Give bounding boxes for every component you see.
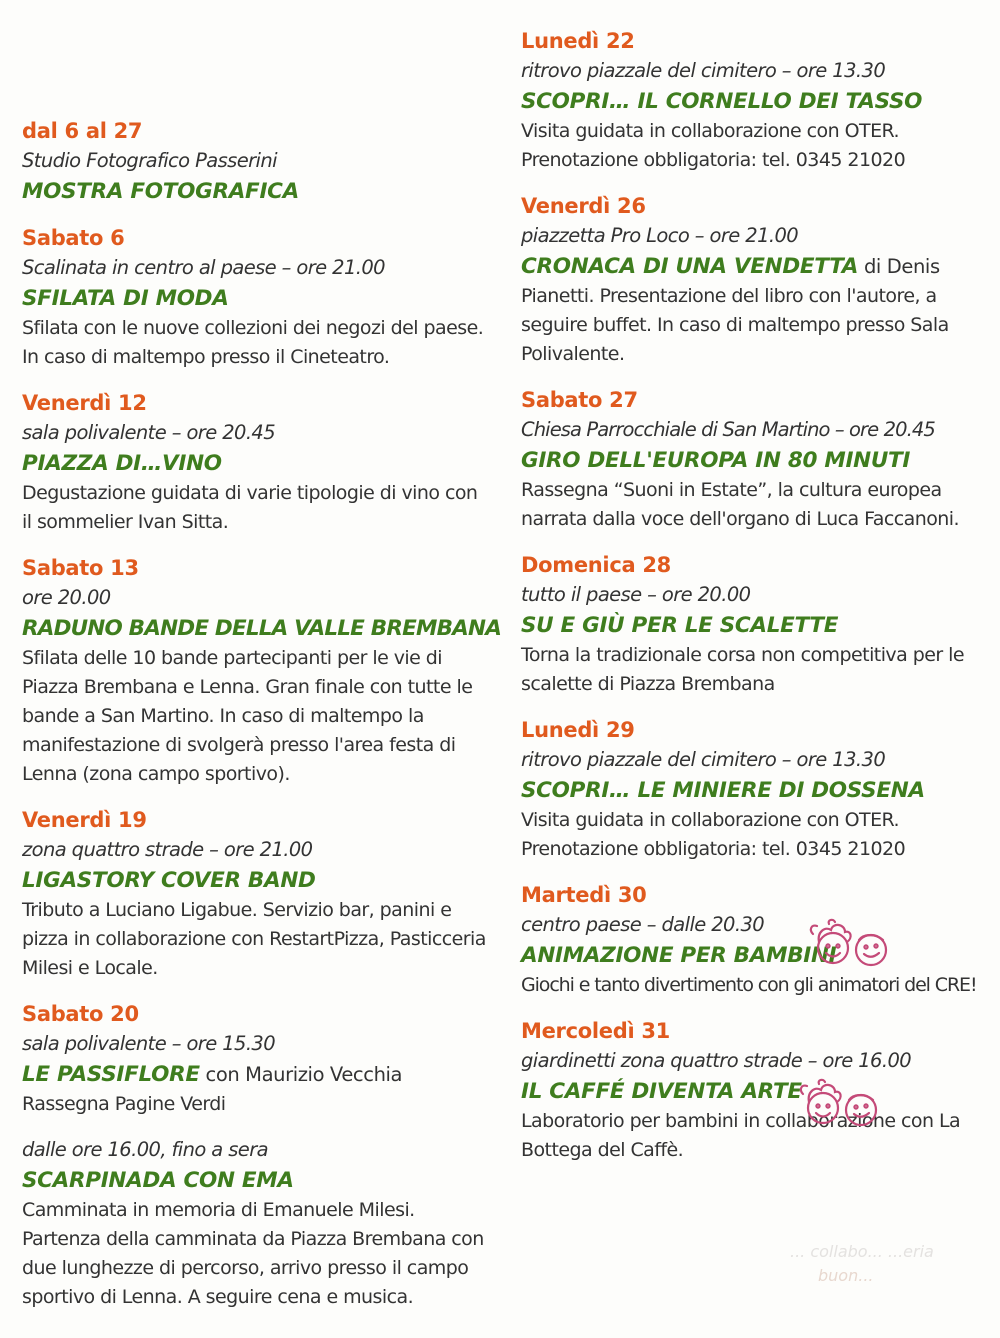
event-title-text: ANIMAZIONE PER BAMBINI <box>521 943 837 968</box>
event-description: Rassegna “Suoni in Estate”, la cultura europea narrata dalla voce dell'organo di Luca Faccanoni. <box>521 479 960 530</box>
left-column <box>22 116 502 1328</box>
event-place: sala polivalente – ore 15.30 <box>22 1032 276 1055</box>
event-title <box>521 86 983 117</box>
event-title-text: SCARPINADA CON EMA <box>22 1168 294 1193</box>
event-title <box>521 1076 983 1107</box>
event-title-text: SU E GIÙ PER LE SCALETTE <box>521 613 839 638</box>
event-place: centro paese – dalle 20.30 <box>521 913 765 936</box>
event-date: Martedì 30 <box>521 883 647 907</box>
event-description: Laboratorio per bambini in collaborazione con La Bottega del Caffè. <box>521 1110 961 1161</box>
event-scarpinada <box>22 1135 492 1312</box>
event-title-text: IL CAFFÉ DIVENTA ARTE <box>521 1079 802 1104</box>
event-mostra-fotografica <box>22 116 492 207</box>
event-title-text: LIGASTORY COVER BAND <box>22 868 316 893</box>
children-faces-icon <box>799 918 903 974</box>
event-title <box>22 1165 492 1196</box>
event-date: dal 6 al 27 <box>22 119 143 143</box>
event-title <box>521 610 983 641</box>
event-title-text: MOSTRA FOTOGRAFICA <box>22 179 299 204</box>
event-ligastory <box>22 805 492 983</box>
event-description: Visita guidata in collaborazione con OTER. Prenotazione obbligatoria: tel. 0345 21020 <box>521 809 906 860</box>
event-date: Venerdì 19 <box>22 808 147 832</box>
event-description: Visita guidata in collaborazione con OTER. Prenotazione obbligatoria: tel. 0345 21020 <box>521 120 906 171</box>
event-place: Chiesa Parrocchiale di San Martino – ore 20.45 <box>521 418 935 441</box>
event-date: Venerdì 12 <box>22 391 147 415</box>
event-piazza-di-vino <box>22 388 492 537</box>
right-column <box>521 26 983 1181</box>
event-le-passiflore <box>22 999 492 1119</box>
event-description: Rassegna Pagine Verdi <box>22 1093 226 1115</box>
event-place: dalle ore 16.00, fino a sera <box>22 1138 268 1161</box>
event-title <box>22 448 492 479</box>
event-description: Pianetti. Presentazione del libro con l'autore, a seguire buffet. In caso di maltempo presso Sala Polivalente. <box>521 285 949 365</box>
event-description: Torna la tradizionale corsa non competitiva per le scalette di Piazza Brembana <box>521 644 964 695</box>
event-title <box>521 775 983 806</box>
event-title-text: SCOPRI… LE MINIERE DI DOSSENA <box>521 778 925 803</box>
event-date: Domenica 28 <box>521 553 671 577</box>
faded-text-line: ... collabo... ...eria <box>790 1242 934 1261</box>
event-title-text: SFILATA DI MODA <box>22 286 229 311</box>
event-title-text: LE PASSIFLORE <box>22 1062 200 1087</box>
event-place: Scalinata in centro al paese – ore 21.00 <box>22 256 385 279</box>
event-title <box>22 176 492 207</box>
event-title <box>22 613 502 644</box>
faded-text-line: buon... <box>818 1266 874 1285</box>
event-title-text: PIAZZA DI…VINO <box>22 451 222 476</box>
event-description: Sfilata delle 10 bande partecipanti per le vie di Piazza Brembana e Lenna. Gran finale con tutte le bande a San Martino. In caso di maltempo la manifestazione di svolgerà presso l'area festa di Lenna (zona campo sportivo). <box>22 647 473 785</box>
event-place: Studio Fotografico Passerini <box>22 149 277 172</box>
event-date: Sabato 20 <box>22 1002 139 1026</box>
event-description: Camminata in memoria di Emanuele Milesi. Partenza della camminata da Piazza Brembana con due lunghezze di percorso, arrivo presso il campo sportivo di Lenna. A seguire cena e musica. <box>22 1199 484 1308</box>
children-faces-icon <box>789 1078 893 1134</box>
event-place: sala polivalente – ore 20.45 <box>22 421 276 444</box>
event-title-text: SCOPRI… IL CORNELLO DEI TASSO <box>521 89 923 114</box>
event-title-text: CRONACA DI UNA VENDETTA <box>521 254 859 279</box>
event-date: Venerdì 26 <box>521 194 646 218</box>
event-caffe-diventa-arte <box>521 1016 983 1165</box>
event-title-suffix: di Denis <box>858 255 940 278</box>
event-place: tutto il paese – ore 20.00 <box>521 583 751 606</box>
event-date: Sabato 13 <box>22 556 139 580</box>
event-title-text: RADUNO BANDE DELLA VALLE BREMBANA <box>22 616 502 641</box>
event-su-e-giu <box>521 550 983 699</box>
event-title <box>521 251 983 282</box>
event-description: Sfilata con le nuove collezioni dei negozi del paese. In caso di maltempo presso il Cineteatro. <box>22 317 484 368</box>
event-title <box>22 283 492 314</box>
event-place: piazzetta Pro Loco – ore 21.00 <box>521 224 799 247</box>
event-description: Degustazione guidata di varie tipologie di vino con il sommelier Ivan Sitta. <box>22 482 478 533</box>
event-raduno-bande <box>22 553 502 789</box>
event-miniere-dossena <box>521 715 983 864</box>
event-date: Sabato 6 <box>22 226 125 250</box>
event-date: Lunedì 22 <box>521 29 635 53</box>
event-place: ritrovo piazzale del cimitero – ore 13.30 <box>521 748 886 771</box>
event-cornello-dei-tasso <box>521 26 983 175</box>
event-description: Tributo a Luciano Ligabue. Servizio bar, panini e pizza in collaborazione con RestartPizza, Pasticceria Milesi e Locale. <box>22 899 486 979</box>
event-title-suffix: con Maurizio Vecchia <box>199 1063 403 1086</box>
event-date: Lunedì 29 <box>521 718 635 742</box>
event-cronaca-vendetta <box>521 191 983 369</box>
event-description: Giochi e tanto divertimento con gli animatori del CRE! <box>521 974 977 996</box>
event-place: ore 20.00 <box>22 586 111 609</box>
event-place: ritrovo piazzale del cimitero – ore 13.30 <box>521 59 886 82</box>
event-sfilata-di-moda <box>22 223 492 372</box>
event-giro-europa <box>521 385 983 534</box>
event-title <box>521 940 983 971</box>
event-title <box>22 1059 492 1090</box>
event-title <box>521 445 983 476</box>
event-date: Sabato 27 <box>521 388 638 412</box>
event-date: Mercoledì 31 <box>521 1019 670 1043</box>
event-title-text: GIRO DELL'EUROPA IN 80 MINUTI <box>521 448 911 473</box>
event-title <box>22 865 492 896</box>
event-place: zona quattro strade – ore 21.00 <box>22 838 313 861</box>
event-animazione-bambini <box>521 880 983 1000</box>
event-place: giardinetti zona quattro strade – ore 16.00 <box>521 1049 912 1072</box>
